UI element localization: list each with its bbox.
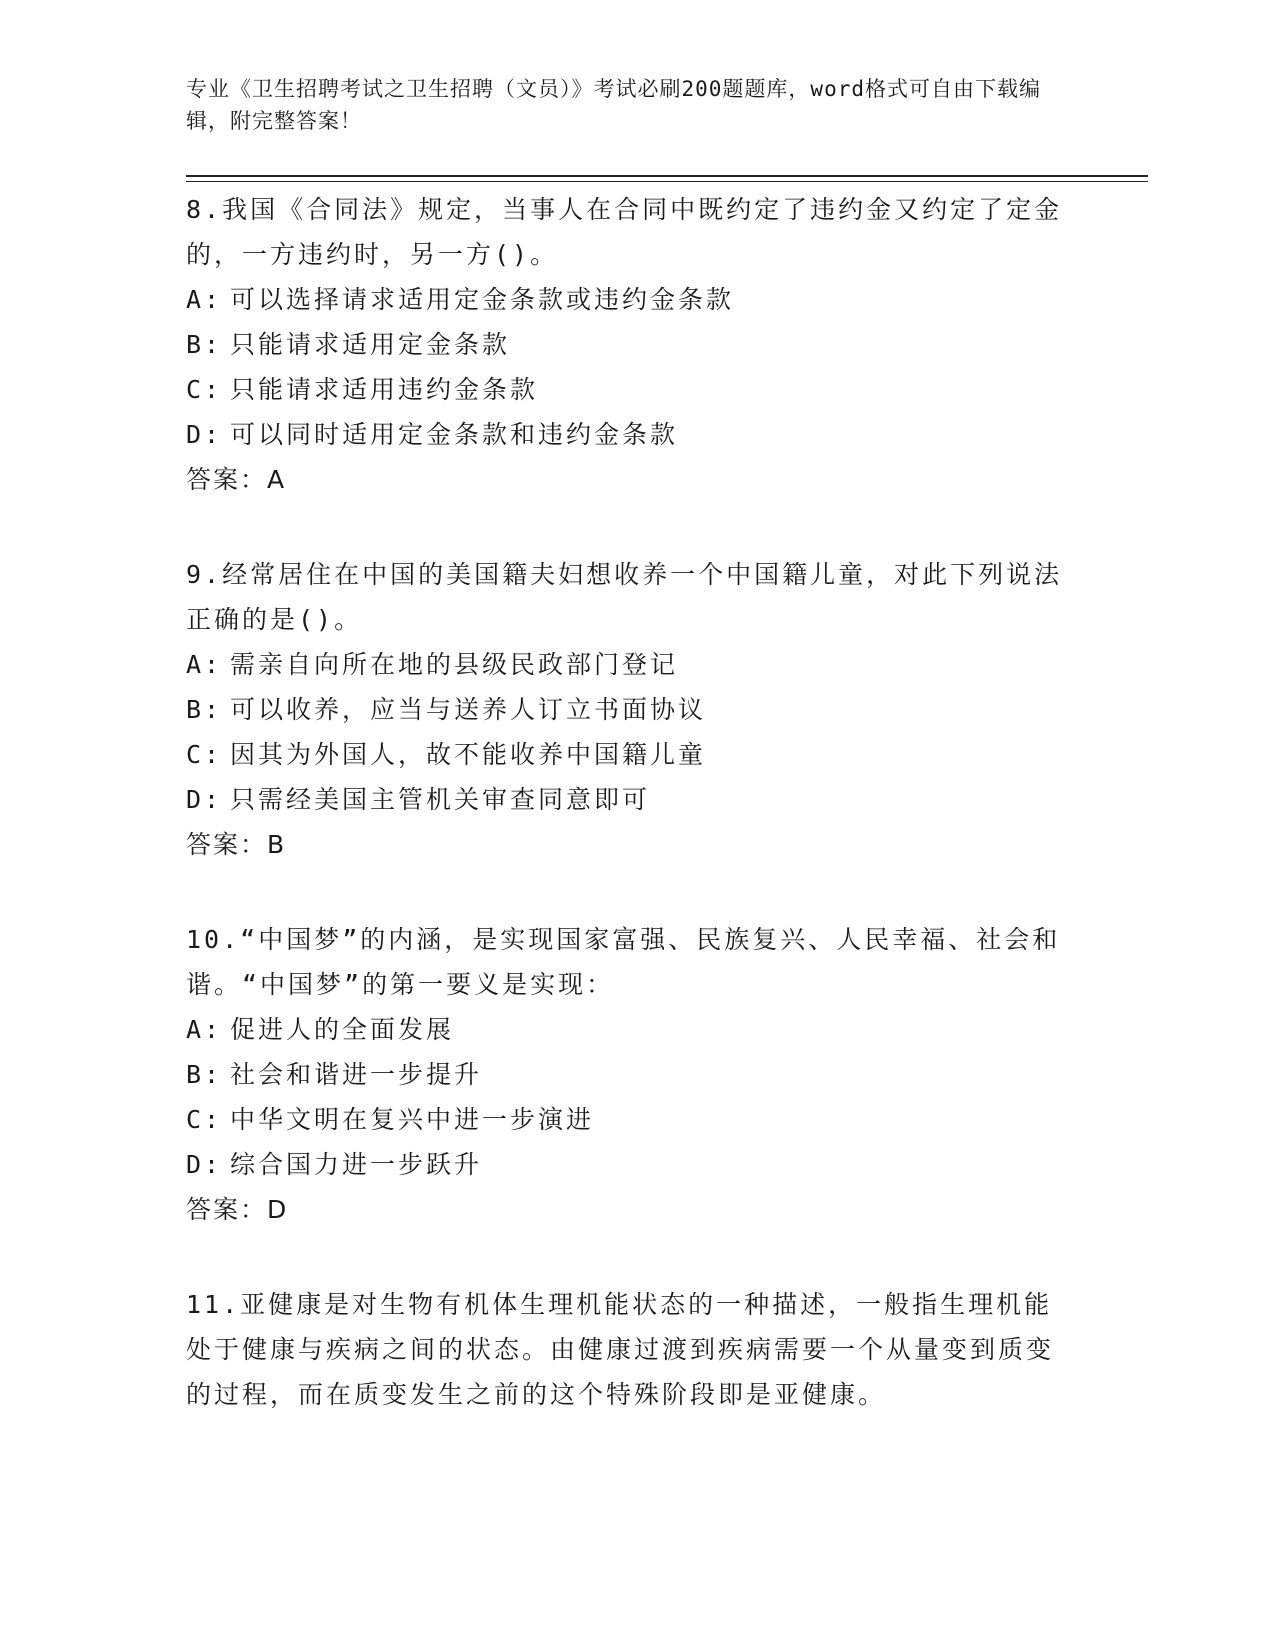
option-a	[186, 277, 1066, 322]
option-a	[186, 1007, 1066, 1052]
option-key: C:	[186, 740, 223, 769]
option-key: B:	[186, 330, 223, 359]
question-item	[186, 917, 1066, 1232]
option-text: 只需经美国主管机关审查同意即可	[230, 785, 651, 814]
option-text: 只能请求适用定金条款	[230, 330, 511, 359]
option-key: A:	[186, 1015, 223, 1044]
option-text: 社会和谐进一步提升	[230, 1060, 483, 1089]
option-d	[186, 412, 1066, 457]
option-text: 促进人的全面发展	[230, 1015, 455, 1044]
question-stem: 10.“中国梦”的内涵，是实现国家富强、民族复兴、人民幸福、社会和谐。“中国梦”的第一要义是实现：	[186, 925, 1061, 999]
answer-line: 答案：A	[186, 465, 287, 494]
option-key: B:	[186, 695, 223, 724]
option-key: D:	[186, 420, 223, 449]
option-key: C:	[186, 375, 223, 404]
option-key: A:	[186, 285, 223, 314]
option-text: 可以同时适用定金条款和违约金条款	[230, 420, 679, 449]
option-text: 因其为外国人，故不能收养中国籍儿童	[230, 740, 707, 769]
option-c	[186, 1097, 1066, 1142]
option-text: 综合国力进一步跃升	[230, 1150, 483, 1179]
question-stem: 11.亚健康是对生物有机体生理机能状态的一种描述，一般指生理机能处于健康与疾病之间的状态。由健康过渡到疾病需要一个从量变到质变的过程，而在质变发生之前的这个特殊阶段即是亚健康。	[186, 1290, 1055, 1409]
option-a	[186, 642, 1066, 687]
answer-line: 答案：D	[186, 1195, 289, 1224]
option-text: 中华文明在复兴中进一步演进	[230, 1105, 595, 1134]
question-item	[186, 1282, 1066, 1417]
option-d	[186, 777, 1066, 822]
question-stem: 9.经常居住在中国的美国籍夫妇想收养一个中国籍儿童，对此下列说法正确的是()。	[186, 560, 1063, 634]
question-list	[186, 187, 1066, 1467]
header-divider-thin	[186, 181, 1148, 182]
option-key: A:	[186, 650, 223, 679]
option-b	[186, 687, 1066, 732]
option-text: 只能请求适用违约金条款	[230, 375, 539, 404]
option-key: B:	[186, 1060, 223, 1089]
option-key: C:	[186, 1105, 223, 1134]
option-c	[186, 732, 1066, 777]
question-item	[186, 187, 1066, 502]
header-divider-thick	[186, 175, 1148, 177]
option-b	[186, 322, 1066, 367]
option-text: 可以选择请求适用定金条款或违约金条款	[230, 285, 735, 314]
question-item	[186, 552, 1066, 867]
option-c	[186, 367, 1066, 412]
option-key: D:	[186, 785, 223, 814]
question-stem: 8.我国《合同法》规定，当事人在合同中既约定了违约金又约定了定金的，一方违约时，另一方()。	[186, 195, 1063, 269]
document-header: 专业《卫生招聘考试之卫生招聘（文员）》考试必刷200题题库，word格式可自由下载编辑，附完整答案！	[186, 77, 1041, 133]
option-b	[186, 1052, 1066, 1097]
answer-line: 答案：B	[186, 830, 287, 859]
option-text: 可以收养，应当与送养人订立书面协议	[230, 695, 707, 724]
option-key: D:	[186, 1150, 223, 1179]
option-d	[186, 1142, 1066, 1187]
option-text: 需亲自向所在地的县级民政部门登记	[230, 650, 679, 679]
